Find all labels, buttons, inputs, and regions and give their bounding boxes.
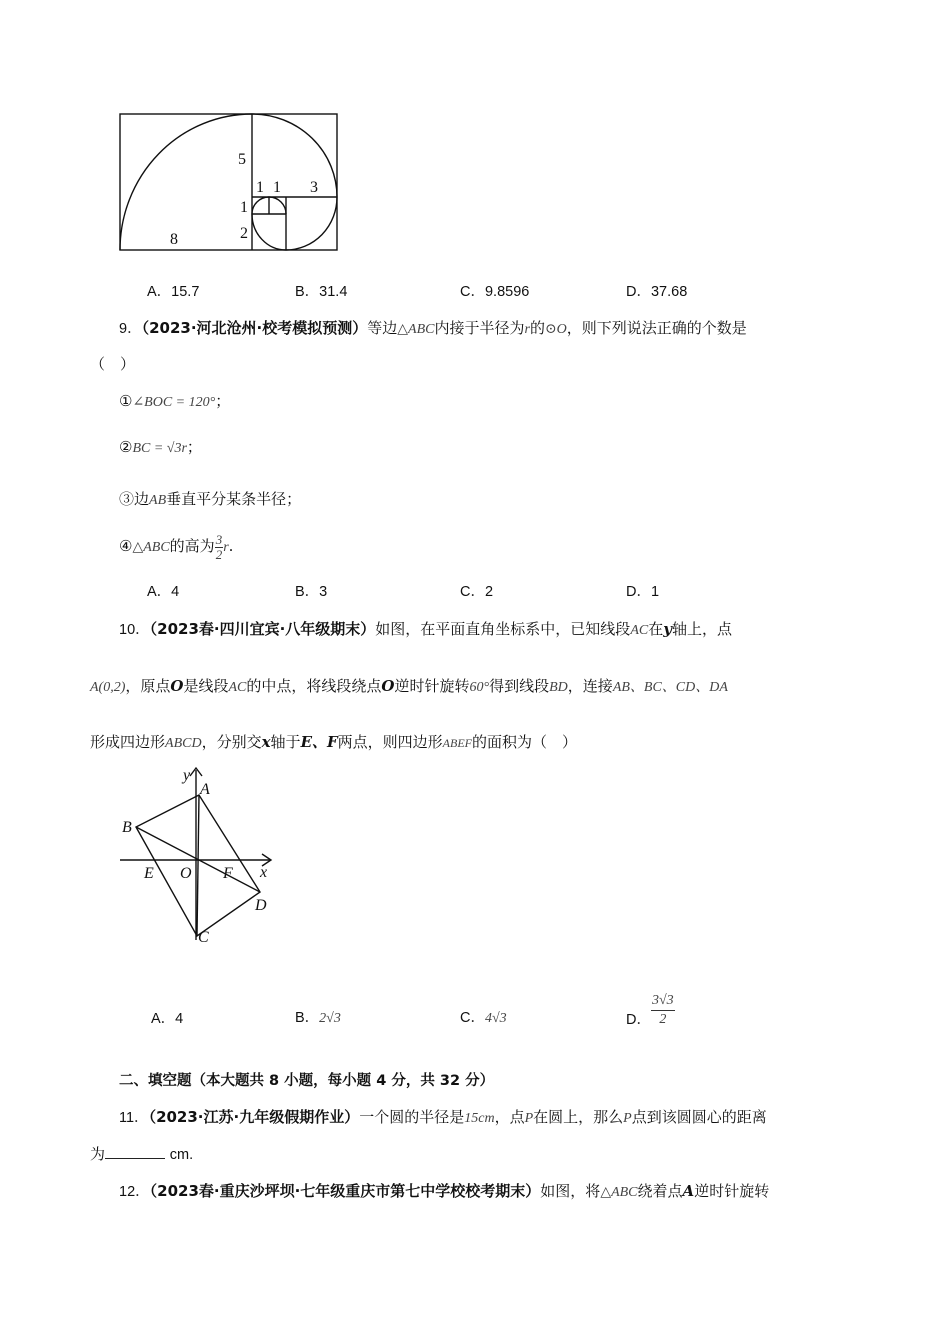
q10-l3-EF: E、F bbox=[300, 733, 338, 751]
q9-statement-1 bbox=[119, 390, 230, 414]
q12-c: 逆时针旋转 bbox=[694, 1182, 770, 1200]
q9-statement-4 bbox=[119, 528, 233, 564]
q8-option-c[interactable]: C．9.8596 bbox=[460, 284, 530, 300]
q10-l3-b: ，分别交 bbox=[201, 733, 262, 751]
q10-l3-math: ABCD bbox=[165, 736, 202, 751]
q9-s4-num: ④ bbox=[119, 537, 133, 555]
q10-l2-a: ，原点 bbox=[125, 677, 171, 695]
q10-option-c-label: C． bbox=[460, 1010, 485, 1026]
q10-l2-f: ，连接 bbox=[567, 677, 613, 695]
q11-l2-a: 为 bbox=[90, 1145, 106, 1163]
q9-s4-math: △ABC bbox=[132, 540, 170, 555]
q9-option-a[interactable]: A．4 bbox=[147, 584, 180, 600]
q10-l1-y: y bbox=[663, 620, 672, 638]
q10-line-1 bbox=[119, 618, 732, 642]
fig-label-E: E bbox=[144, 865, 154, 882]
q11-answer-blank[interactable] bbox=[105, 1144, 165, 1159]
fig-label-C: C bbox=[198, 929, 209, 946]
q9-text-a: 等边 bbox=[367, 319, 398, 337]
q9-s4-frac-den: 2 bbox=[215, 546, 223, 562]
q11-line-1 bbox=[119, 1106, 767, 1130]
q10-option-b[interactable] bbox=[295, 1006, 341, 1030]
q9-s4-end: . bbox=[228, 537, 234, 555]
q10-l2-O2: O bbox=[381, 677, 395, 695]
q12-b: 绕着点 bbox=[637, 1182, 683, 1200]
q9-s4-frac-num: 3 bbox=[215, 531, 223, 547]
q10-option-c-value: 4√3 bbox=[484, 1011, 507, 1026]
q9-number: 9． bbox=[119, 321, 142, 337]
q10-option-d-num: 3√3 bbox=[651, 992, 675, 1011]
fig-label-F: F bbox=[223, 865, 233, 882]
q9-s3-a: ③边 bbox=[119, 490, 150, 508]
spiral-label-5: 5 bbox=[238, 151, 246, 168]
q9-s4-b: 的高为 bbox=[169, 537, 215, 555]
q10-l2-c: 的中点，将线段绕点 bbox=[246, 677, 382, 695]
spiral-label-8: 8 bbox=[170, 231, 178, 248]
q10-source: （2023春·四川宜宾·八年级期末） bbox=[149, 620, 376, 638]
q11-P: P bbox=[524, 1111, 534, 1126]
q12-line-1 bbox=[119, 1180, 769, 1204]
q11-math: 15cm bbox=[464, 1111, 495, 1126]
q10-number: 10． bbox=[119, 622, 150, 638]
q11-d: 点到该圆圆心的距离 bbox=[631, 1108, 767, 1126]
spiral-label-1a: 1 bbox=[256, 179, 264, 196]
q10-l2-BD: BD bbox=[549, 680, 568, 695]
q10-l2-deg: 60° bbox=[469, 680, 490, 695]
fig-label-x: x bbox=[260, 864, 268, 881]
q10-l3-c: 轴于 bbox=[270, 733, 301, 751]
q10-option-d-label: D． bbox=[626, 1012, 651, 1028]
q9-option-c[interactable]: C．2 bbox=[460, 584, 494, 600]
q11-l2-b: cm. bbox=[169, 1147, 194, 1163]
q9-s1-num: ① bbox=[119, 392, 133, 410]
q12-number: 12． bbox=[119, 1184, 150, 1200]
q9-s3-b: 垂直平分某条半径； bbox=[166, 490, 302, 508]
q9-option-d[interactable]: D．1 bbox=[626, 584, 660, 600]
fig-label-O: O bbox=[180, 865, 192, 882]
q10-option-d[interactable] bbox=[626, 984, 675, 1034]
q9-triangle: △ABC bbox=[397, 322, 435, 337]
q8-option-b[interactable]: B．31.4 bbox=[295, 284, 348, 300]
q9-s4-r: r bbox=[223, 540, 229, 555]
spiral-label-2: 2 bbox=[240, 225, 248, 242]
spiral-label-3: 3 bbox=[310, 179, 318, 196]
q10-option-b-label: B． bbox=[295, 1010, 320, 1026]
q10-l1-c: 轴上，点 bbox=[671, 620, 732, 638]
q10-line-2 bbox=[90, 675, 728, 699]
q11-b: ，点 bbox=[494, 1108, 525, 1126]
q10-l3-d: 两点，则四边形 bbox=[337, 733, 443, 751]
golden-spiral-figure bbox=[115, 108, 345, 256]
q10-l2-O: O bbox=[170, 677, 184, 695]
q9-s2-math: BC = √3r bbox=[132, 441, 187, 456]
section-2-title: 二、填空题（本大题共 8 小题，每小题 4 分，共 32 分） bbox=[119, 1073, 495, 1089]
q10-option-a[interactable]: A．4 bbox=[151, 1011, 184, 1027]
q8-option-d[interactable]: D．37.68 bbox=[626, 284, 688, 300]
q10-l2-e: 得到线段 bbox=[489, 677, 550, 695]
q10-l2-d: 逆时针旋转 bbox=[394, 677, 470, 695]
q10-l1-b: 在 bbox=[648, 620, 664, 638]
q9-text-d: ，则下列说法正确的个数是 bbox=[566, 319, 747, 337]
q9-source: （2023·河北沧州·校考模拟预测） bbox=[141, 319, 368, 337]
q9-statement-3 bbox=[119, 488, 301, 512]
q11-P2: P bbox=[623, 1111, 632, 1126]
q9-s4-fraction bbox=[215, 533, 224, 562]
q10-l2-b: 是线段 bbox=[183, 677, 229, 695]
q12-a: 如图，将 bbox=[540, 1182, 601, 1200]
q10-l2-math2: AC bbox=[228, 680, 247, 695]
q10-l2-math: A(0,2) bbox=[90, 680, 126, 695]
q9-radius: r bbox=[524, 322, 530, 337]
q11-c: 在圆上，那么 bbox=[533, 1108, 624, 1126]
q10-option-b-value: 2√3 bbox=[319, 1011, 341, 1026]
q10-l3-x: x bbox=[261, 733, 271, 751]
q11-line-2 bbox=[90, 1143, 193, 1166]
q9-s1-math: ∠BOC = 120° bbox=[132, 395, 216, 410]
q9-paren: （ ） bbox=[90, 355, 136, 373]
q10-l1-a: 如图，在平面直角坐标系中，已知线段 bbox=[375, 620, 631, 638]
q10-l3-a: 形成四边形 bbox=[90, 733, 166, 751]
q11-source: （2023·江苏·九年级假期作业） bbox=[148, 1108, 360, 1126]
q12-math: △ABC bbox=[600, 1185, 638, 1200]
q10-l2-list: AB、BC、CD、DA bbox=[612, 680, 728, 695]
quadrilateral-figure bbox=[110, 764, 280, 949]
q9-s2-num: ② bbox=[119, 438, 133, 456]
q10-l3-e: 的面积为（ ） bbox=[472, 733, 578, 751]
q10-option-d-den: 2 bbox=[659, 1011, 667, 1027]
q12-source: （2023春·重庆沙坪坝·七年级重庆市第七中学校校考期末） bbox=[149, 1182, 541, 1200]
q10-l3-math2: ABEF bbox=[442, 736, 472, 750]
q9-s1-end: ； bbox=[215, 392, 231, 410]
spiral-label-1c: 1 bbox=[240, 199, 248, 216]
q10-line-3 bbox=[90, 731, 577, 755]
fig-label-D: D bbox=[255, 897, 267, 914]
q9-circle: ⊙O bbox=[544, 322, 567, 337]
fig-label-y: y bbox=[183, 767, 191, 784]
q8-option-a[interactable]: A．15.7 bbox=[147, 284, 200, 300]
fig-label-B: B bbox=[122, 819, 132, 836]
q9-s2-end: ； bbox=[186, 438, 202, 456]
q9-option-b[interactable]: B．3 bbox=[295, 584, 328, 600]
q10-l1-math: AC bbox=[630, 623, 649, 638]
q11-a: 一个圆的半径是 bbox=[359, 1108, 465, 1126]
q9-text-c: 的 bbox=[529, 319, 545, 337]
q10-option-c[interactable] bbox=[460, 1006, 507, 1030]
q12-A: A bbox=[682, 1182, 695, 1200]
q11-number: 11． bbox=[119, 1110, 149, 1126]
q9-statement-2 bbox=[119, 436, 202, 460]
fig-label-A: A bbox=[200, 781, 210, 798]
q10-option-d-fraction bbox=[651, 992, 675, 1029]
q9-text-b: 内接于半径为 bbox=[434, 319, 525, 337]
q9-s3-math: AB bbox=[149, 493, 167, 508]
q9-stem bbox=[119, 317, 747, 341]
spiral-label-1b: 1 bbox=[273, 179, 281, 196]
